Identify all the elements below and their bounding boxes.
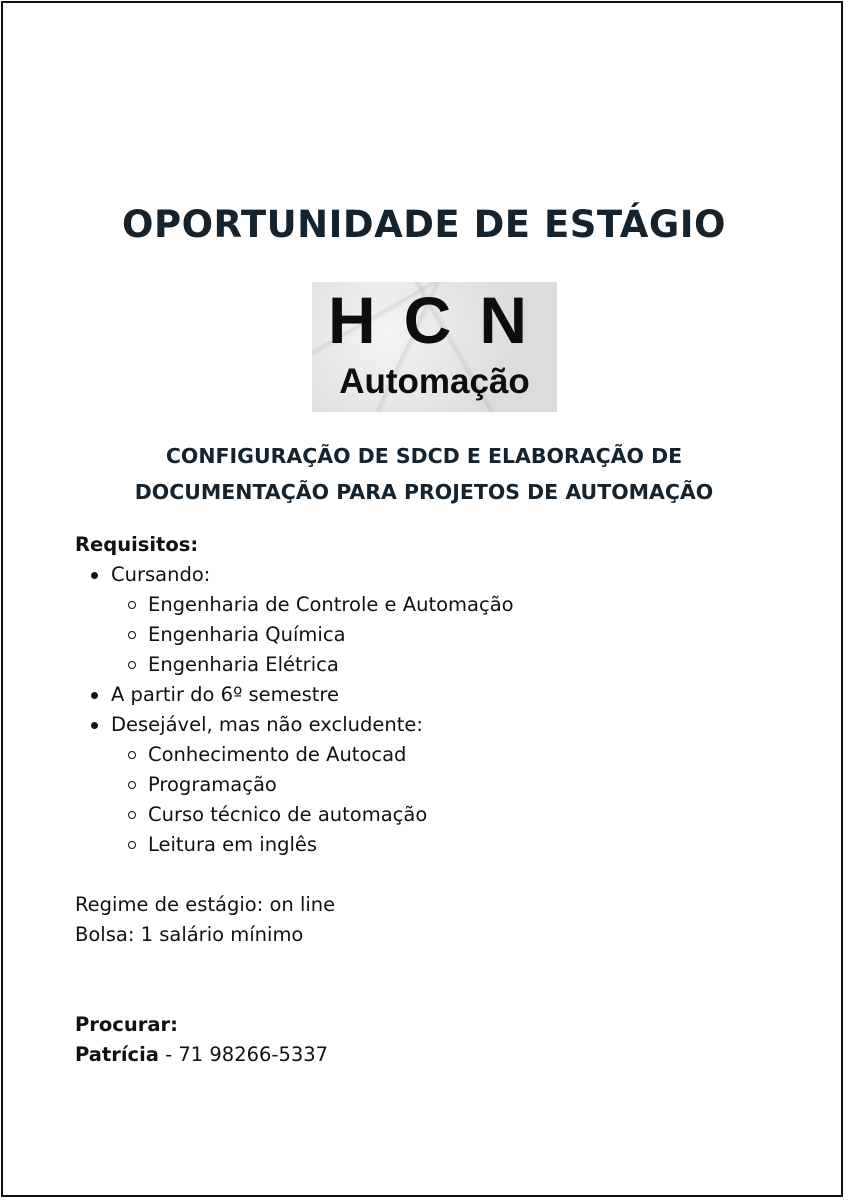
course-list (111, 590, 775, 680)
list-item: Engenharia Elétrica (111, 650, 775, 680)
list-item (75, 710, 775, 860)
stipend: Bolsa: 1 salário mínimo (75, 923, 304, 946)
requirement-label: A partir do 6º semestre (111, 683, 340, 706)
list-item (75, 680, 775, 710)
hcn-logo (312, 282, 557, 412)
contact-heading: Procurar: (75, 1013, 178, 1036)
contact-phone: - 71 98266-5337 (158, 1043, 329, 1066)
list-item: Leitura em inglês (111, 830, 775, 860)
requirements-heading: Requisitos: (75, 533, 199, 556)
list-item: Programação (111, 770, 775, 800)
list-item: Conhecimento de Autocad (111, 740, 775, 770)
job-details (75, 530, 775, 1070)
desirable-list (111, 740, 775, 860)
page-title: OPORTUNIDADE DE ESTÁGIO (122, 203, 726, 246)
position-description-line-1: CONFIGURAÇÃO DE SDCD E ELABORAÇÃO DE (165, 444, 683, 468)
contact-name: Patrícia (75, 1043, 159, 1066)
list-item (75, 560, 775, 680)
list-item: Engenharia de Controle e Automação (111, 590, 775, 620)
requirement-label: Desejável, mas não excludente: (111, 713, 423, 736)
requirements-list (75, 560, 775, 860)
logo-subtitle: Automação (339, 362, 530, 401)
list-item: Curso técnico de automação (111, 800, 775, 830)
contact-line (75, 1040, 775, 1070)
internship-regime: Regime de estágio: on line (75, 893, 336, 916)
list-item: Engenharia Química (111, 620, 775, 650)
position-description (0, 438, 848, 510)
requirement-label: Cursando: (111, 563, 211, 586)
position-description-line-2: DOCUMENTAÇÃO PARA PROJETOS DE AUTOMAÇÃO (134, 480, 714, 504)
logo-letters: HCN (328, 283, 555, 357)
